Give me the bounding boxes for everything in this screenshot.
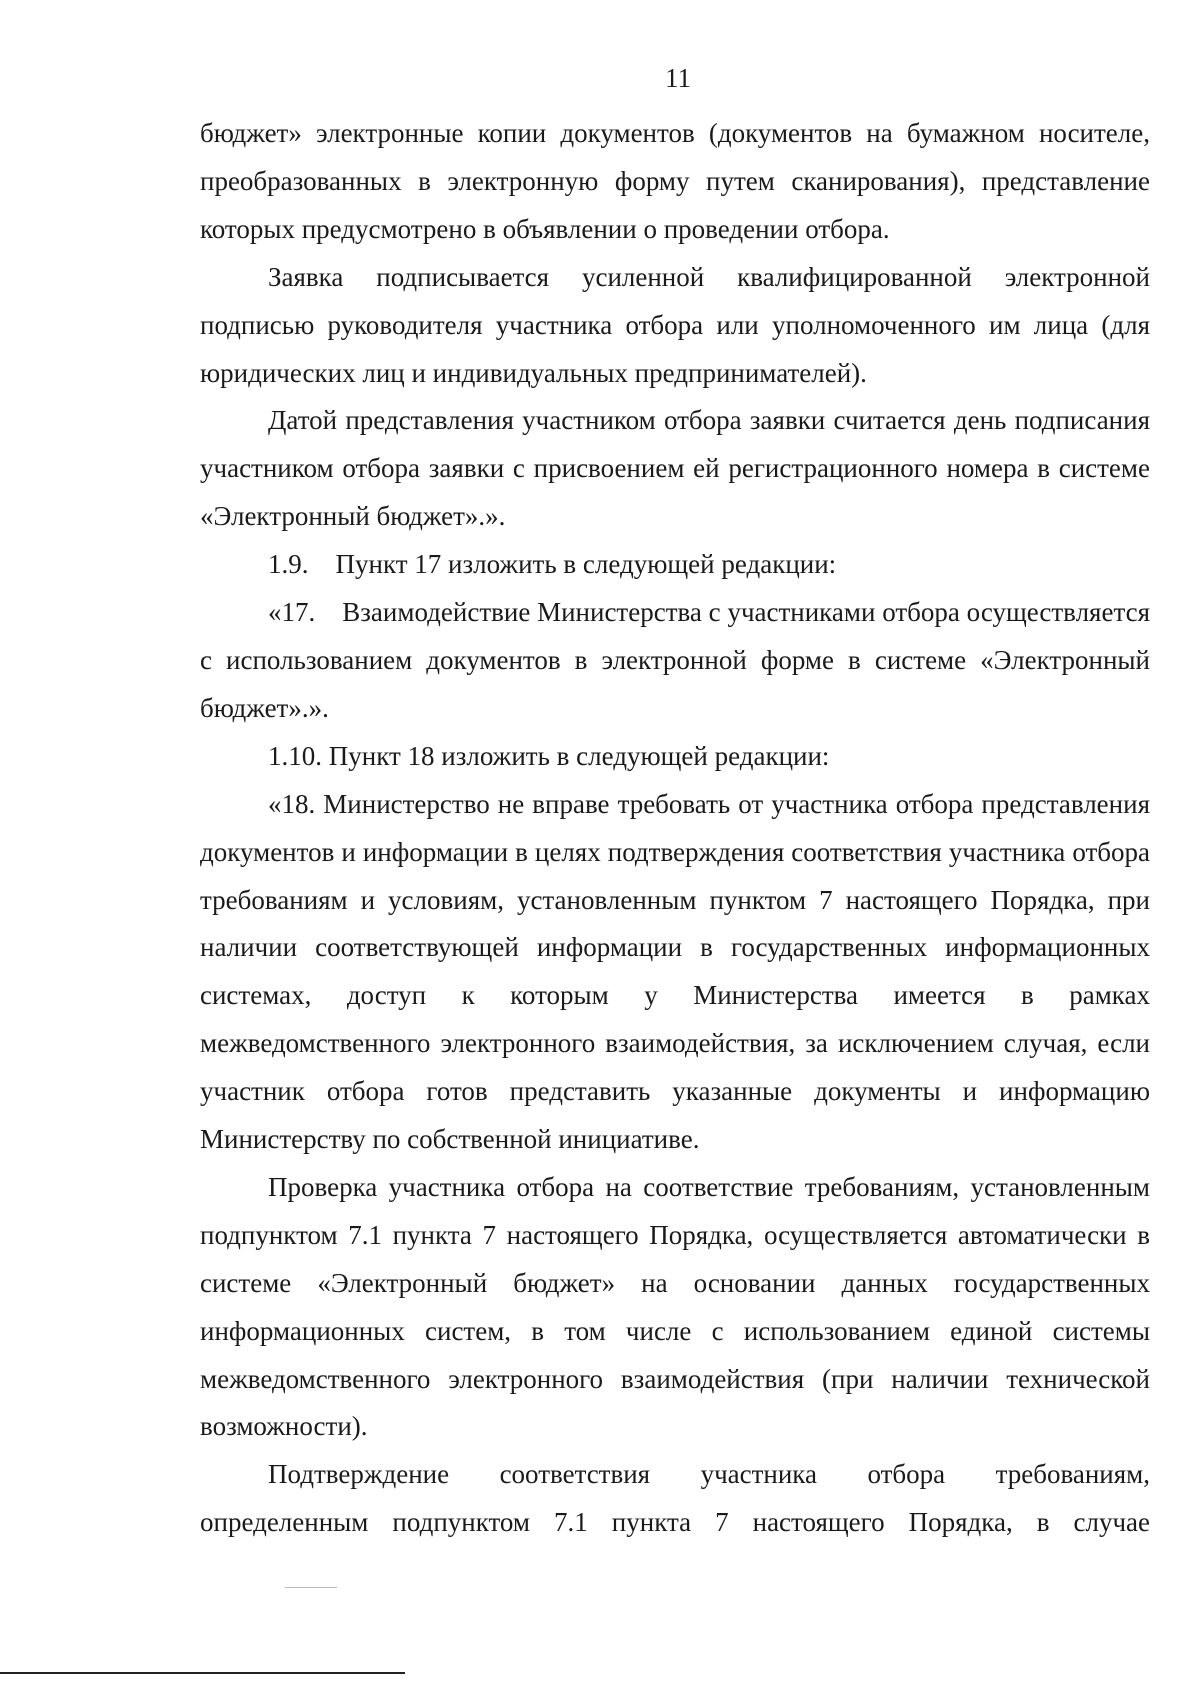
- paragraph-verification: Проверка участника отбора на соответствие требованиям, установленным подпунктом 7.1 пункта 7 настоящего Порядка, осуществляется автоматически в системе «Электронный бюджет» на основании данных государственных информационных систем, в том числе с использованием единой системы межведомственного электронного взаимодействия (при наличии технической возможности).: [200, 1171, 1150, 1442]
- paragraph-submission-date: Датой представления участником отбора заявки считается день подписания участником отбора заявки с присвоением ей регистрационного номера в системе «Электронный бюджет».».: [200, 405, 1150, 532]
- paragraph-signature: Заявка подписывается усиленной квалифицированной электронной подписью руководителя участника отбора или уполномоченного им лица (для юридических лиц и индивидуальных предпринимателей).: [200, 261, 1150, 388]
- bottom-rule: [0, 1672, 405, 1674]
- paragraph-confirmation: Подтверждение соответствия участника отбора требованиям, определенным подпунктом 7.1 пункта 7 настоящего Порядка, в случае: [200, 1459, 1150, 1538]
- scan-artifact-line: [285, 1587, 337, 1588]
- paragraph-amendment-1-9: 1.9. Пункт 17 изложить в следующей редакции:: [268, 549, 837, 580]
- document-body: [200, 110, 1150, 1547]
- paragraph-amendment-1-10: 1.10. Пункт 18 изложить в следующей редакции:: [268, 740, 830, 771]
- paragraph-clause-17: «17. Взаимодействие Министерства с участниками отбора осуществляется с использованием документов в электронной форме в системе «Электронный бюджет».».: [200, 597, 1150, 723]
- paragraph-continuation: бюджет» электронные копии документов (документов на бумажном носителе, преобразованных в электронную форму путем сканирования), представление которых предусмотрено в объявлении о проведении отбора.: [200, 118, 1150, 244]
- page-number: 11: [665, 63, 691, 93]
- paragraph-clause-18: «18. Министерство не вправе требовать от участника отбора представления документов и информации в целях подтверждения соответствия участника отбора требованиям и условиям, установленным пунктом 7 настоящего Порядка, при наличии соответствующей информации в государственных информационных системах, доступ к которым у Министерства имеется в рамках межведомственного электронного взаимодействия, за исключением случая, если участник отбора готов представить указанные документы и информацию Министерству по собственной инициативе.: [200, 788, 1150, 1155]
